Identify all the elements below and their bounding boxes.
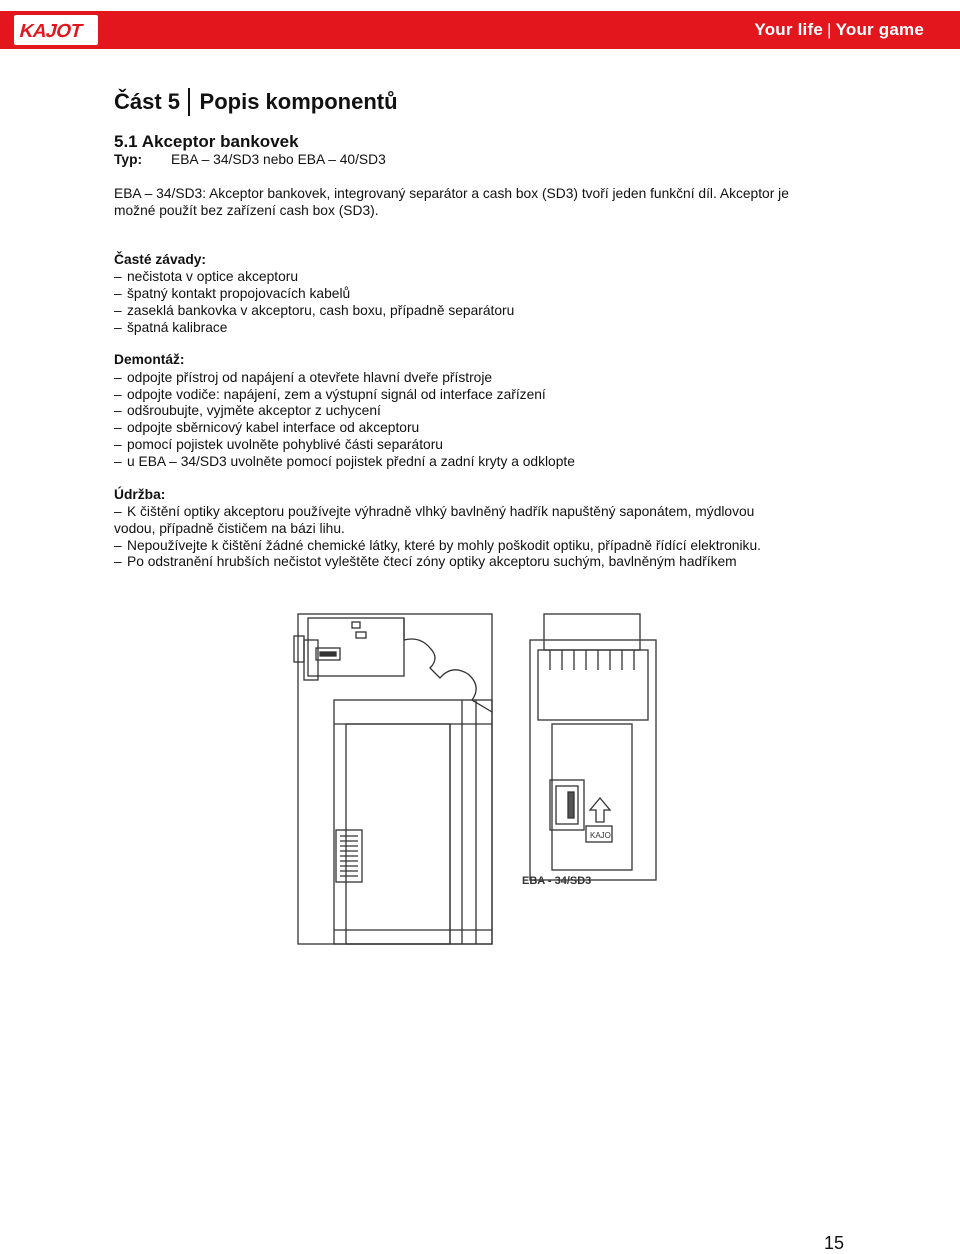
list-item-continuation: vodou, případně čističem na bázi lihu. [114,521,345,536]
badge-label: KAJO [590,831,611,840]
list-item: – zaseklá bankovka v akceptoru, cash boxu, případně separátoru [114,303,515,318]
chapter-number: Část 5 [114,89,181,114]
description-line-1: EBA – 34/SD3: Akceptor bankovek, integrovaný separátor a cash box (SD3) tvoří jeden funkční díl. Akceptor je [114,186,789,201]
list-item: – odpojte vodiče: napájení, zem a výstupní signál od interface zařízení [114,387,546,402]
title-divider [188,88,190,116]
list-item: – K čištění optiky akceptoru používejte výhradně vlhký bavlněný hadřík napuštěný saponátem, mýdlovou [114,504,755,519]
kajot-logo [14,15,98,45]
list-item: – špatný kontakt propojovacích kabelů [114,286,351,301]
list-item: – špatná kalibrace [114,320,228,335]
side-view-drawing [294,614,492,944]
chapter-title [114,88,398,116]
page-number: 15 [824,1233,845,1253]
list-item: – odpojte přístroj od napájení a otevřete hlavní dveře přístroje [114,370,493,385]
type-label: Typ: [114,152,143,167]
eba-34-sd3-drawing [290,600,670,950]
maintenance-heading: Údržba: [114,487,166,502]
slogan-part-2: Your game [835,20,924,39]
type-value: EBA – 34/SD3 nebo EBA – 40/SD3 [171,152,386,167]
slogan-separator: | [826,20,832,39]
figure-caption: EBA - 34/SD3 [522,875,592,887]
list-item: – Po odstranění hrubších nečistot vyleštěte čtecí zóny optiky akceptoru suchým, bavlněným hadříkem [114,554,737,569]
faults-heading: Časté závady: [114,252,207,267]
header-bar [0,11,960,49]
list-item: – nečistota v optice akceptoru [114,269,299,284]
section-heading: 5.1 Akceptor bankovek [114,132,299,151]
list-item: – odpojte sběrnicový kabel interface od akceptoru [114,420,420,435]
front-view-drawing [522,614,656,887]
svg-text:KAJOT: KAJOT [17,21,85,42]
list-item: – u EBA – 34/SD3 uvolněte pomocí pojistek přední a zadní kryty a odklopte [114,454,575,469]
list-item: – Nepoužívejte k čištění žádné chemické látky, které by mohly poškodit optiku, případně řídící elektroniku. [114,538,761,553]
description-line-2: možné použít bez zařízení cash box (SD3). [114,203,379,218]
slogan-part-1: Your life [754,20,823,39]
disassembly-heading: Demontáž: [114,352,185,367]
chapter-name: Popis komponentů [199,89,398,114]
list-item: – pomocí pojistek uvolněte pohyblivé části separátoru [114,437,443,452]
list-item: – odšroubujte, vyjměte akceptor z uchycení [114,403,381,418]
slogan [754,20,924,40]
